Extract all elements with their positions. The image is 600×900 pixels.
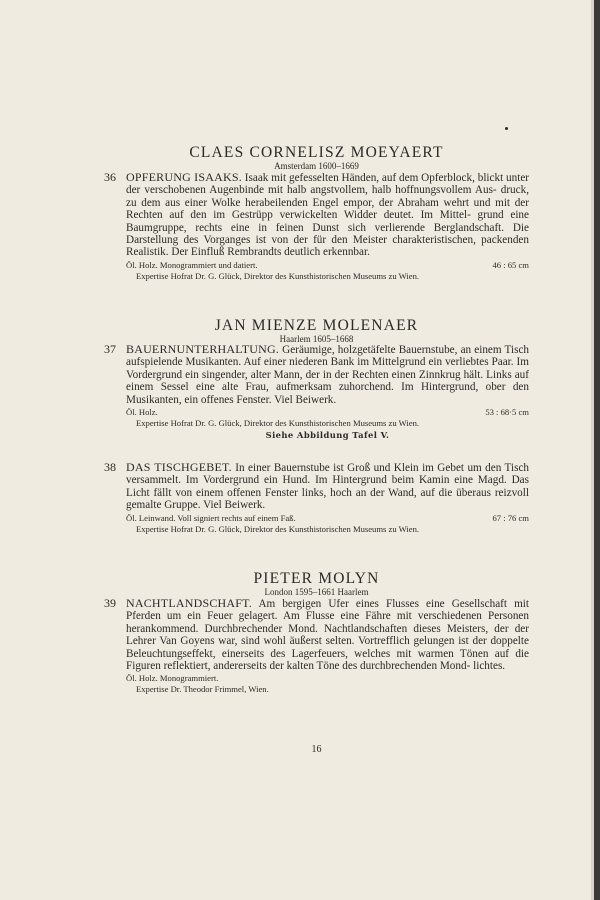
- lot-expertise: Expertise Hofrat Dr. G. Glück, Direktor des Kunsthistorischen Museums zu Wien.: [136, 523, 420, 534]
- lot-number: 36: [104, 170, 116, 184]
- lot-medium-row: [126, 512, 529, 524]
- artist-dates: London 1595–1661 Haarlem: [264, 587, 369, 597]
- figure-reference: Siehe Abbildung Tafel V.: [265, 430, 390, 441]
- artist-name: CLAES CORNELISZ MOEYAERT: [189, 144, 444, 161]
- artist-name: JAN MIENZE MOLENAER: [214, 317, 419, 334]
- lot-36: [104, 171, 529, 282]
- lot-expertise: Expertise Dr. Theodor Frimmel, Wien.: [136, 684, 269, 695]
- lot-medium: Öl. Holz.: [126, 407, 158, 418]
- lot-medium-row: [126, 406, 529, 418]
- lot-text: Geräumige, holzgetäfelte Bauernstube, an einem Tisch aufspielende Musikanten. Auf einer niederen Bank im Mittelgrund ein verliebtes Paar. Im Vordergrund ein singender, alter Mann, der in der Rechten einen Zinnkrug hält. Links auf einem Sessel eine alte Frau, aufmerksam zuhorchend. Im Hintergrund, ober den Musikanten, ein offenes Fenster. Viel Beiwerk.: [126, 344, 529, 406]
- lot-dimensions: 53 : 68·5 cm: [485, 407, 529, 418]
- lot-medium-row: [126, 672, 529, 684]
- lot-text: Am bergigen Ufer eines Flusses eine Gesellschaft mit Pferden um ein Feuer gelagert. Am Flusse eine Fähre mit verschiedenen Personen herankommend. Durchbrechender Mond. Nachtlandschaften dieses Meisters, der der Lehrer Van Goyens war, sind wohl äußerst selten. Vortrefflich gelungen ist der doppelte Beleuchtungseffekt, einerseits des Lagerfeuers, welches mit warmen Tönen auf die Figuren reflektiert, andererseits der kalten Töne des durchbrechenden Mond- lichtes.: [126, 598, 529, 673]
- lot-37: [104, 343, 529, 441]
- lot-number: 38: [104, 460, 116, 474]
- artist-heading-moeyaert: [104, 144, 529, 172]
- lot-number: 39: [104, 596, 116, 610]
- artist-heading-molyn: [104, 570, 529, 598]
- page-edge-shadow: [594, 0, 600, 900]
- lot-title: BAUERNUNTERHALTUNG.: [126, 342, 280, 356]
- lot-39: [104, 597, 529, 695]
- lot-text: In einer Bauernstube ist Groß und Klein im Gebet um den Tisch versammelt. Im Vordergrund ein Hund. Im Hintergrund beim Kamin eine Magd. Das Licht fällt von einem offenen Fenster links, hoch an der Wand, auf die überaus reizvoll gemalte Gruppe. Viel Beiwerk.: [126, 462, 530, 512]
- artist-dates: Haarlem 1605–1668: [279, 334, 354, 344]
- lot-38: [104, 461, 529, 535]
- lot-description: [126, 171, 529, 259]
- lot-medium: Öl. Leinwand. Voll signiert rechts auf einem Faß.: [126, 512, 296, 523]
- lot-title: DAS TISCHGEBET.: [126, 460, 232, 474]
- lot-dimensions: 46 : 65 cm: [492, 259, 529, 270]
- lot-text: Isaak mit gefesselten Händen, auf dem Opferblock, blickt unter der verschobenen Augenbinde mit halb angstvollem, halb hoffnungsvollem Aus- druck, zu dem aus einer Wolke herabeilenden Engel empor, der Abraham wehrt und mit der Rechten auf den im Gestrüpp verwickelten Widder deutet. Im Mittel- grund eine Baumgruppe, rechts eine in feinen Dunst sich verlierende Berglandschaft. Die Darstellung des Vorganges ist von der für den Meister charakteristischen, packenden Realistik. Der Einfluß Rembrandts deutlich erkennbar.: [126, 172, 530, 259]
- lot-title: NACHTLANDSCHAFT.: [126, 596, 252, 610]
- stray-mark: [505, 127, 508, 130]
- lot-medium: Öl. Holz. Monogrammiert.: [126, 673, 219, 684]
- lot-number: 37: [104, 342, 116, 356]
- lot-dimensions: 67 : 76 cm: [492, 512, 529, 523]
- lot-medium: Öl. Holz. Monogrammiert und datiert.: [126, 259, 258, 270]
- lot-description: [126, 461, 529, 512]
- artist-name: PIETER MOLYN: [253, 570, 380, 587]
- lot-expertise: Expertise Hofrat Dr. G. Glück, Direktor des Kunsthistorischen Museums zu Wien.: [136, 418, 420, 429]
- lot-description: [126, 343, 529, 406]
- lot-medium-row: [126, 259, 529, 271]
- lot-description: [126, 597, 529, 672]
- lot-title: OPFERUNG ISAAKS.: [126, 170, 242, 184]
- page-number: 16: [311, 744, 322, 755]
- artist-heading-molenaer: [104, 317, 529, 345]
- artist-dates: Amsterdam 1600–1669: [274, 161, 359, 171]
- lot-expertise: Expertise Hofrat Dr. G. Glück, Direktor des Kunsthistorischen Museums zu Wien.: [136, 270, 420, 281]
